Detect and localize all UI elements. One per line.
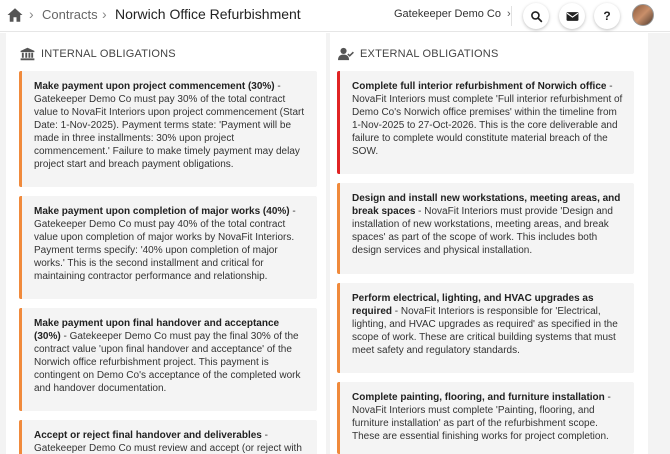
obligation-description: - Gatekeeper Demo Co must pay the final 30% of the contract value 'upon final handover and acceptance' of the Norwich office refurbishment project. This payment is contingent on Demo Co's acceptance of the completed work and handover documentation.: [34, 331, 301, 394]
external-obligation-card[interactable]: [337, 283, 634, 373]
obligation-description: - NovaFit Interiors is responsible for 'Electrical, lighting, and HVAC upgrades as required' as specified in the scope of work. These are critical building systems that must meet safety and regulatory standards.: [352, 306, 618, 356]
external-obligation-card[interactable]: [337, 382, 634, 454]
obligation-description: - Gatekeeper Demo Co must pay 30% of the total contract value to NovaFit Interiors upon project commencement (Start Date: 1-Nov-2025). Payment terms state: 'Payment will be made in three installments: 30% upon project commencement.' Failure to make timely payment may delay project start and breach payment obligations.: [34, 81, 305, 170]
mail-icon: [566, 11, 579, 22]
obligation-description: - Gatekeeper Demo Co must review and accept (or reject with: [34, 430, 302, 454]
internal-obligations-heading: [20, 47, 176, 61]
mail-button[interactable]: [559, 3, 585, 29]
obligation-title: Complete full interior refurbishment of Norwich office: [352, 81, 607, 92]
search-icon: [530, 10, 543, 23]
help-button[interactable]: [594, 3, 620, 29]
obligation-description: - NovaFit Interiors must complete 'Full interior refurbishment of Demo Co's Norwich office premises' within the timeline from 1-Nov-2025 to 27-Oct-2026. This is the core deliverable and failure to complete would constitute material breach of the SOW.: [352, 81, 623, 157]
internal-obligation-card[interactable]: [19, 420, 317, 454]
chevron-right-icon: ›: [507, 8, 511, 20]
user-check-icon: [338, 47, 354, 61]
obligation-description: - NovaFit Interiors must complete 'Painting, flooring, and furniture installation' as part of the refurbishment scope. These are essential finishing works for project completion.: [352, 392, 611, 442]
divider: [511, 6, 512, 26]
organization-name: Gatekeeper Demo Co: [394, 8, 501, 20]
obligation-description: - Gatekeeper Demo Co must pay 40% of the total contract value upon completion of major works by NovaFit Interiors. Payment terms specify: '40% upon completion of major works.' This is the second installment and critical for maintaining contractor performance and relationship.: [34, 206, 296, 282]
internal-obligation-card[interactable]: [19, 196, 317, 299]
obligation-title: Design and install new workstations, meeting areas, and break spaces: [352, 193, 621, 217]
obligation-title: Accept or reject final handover and deliverables: [34, 430, 262, 441]
internal-obligation-card[interactable]: [19, 71, 317, 187]
obligation-title: Perform electrical, lighting, and HVAC upgrades as required: [352, 293, 594, 317]
obligation-title: Make payment upon final handover and acceptance (30%): [34, 318, 280, 342]
external-obligation-card[interactable]: [337, 71, 634, 174]
breadcrumb-contracts-link[interactable]: Contracts: [42, 7, 98, 22]
external-obligations-title: EXTERNAL OBLIGATIONS: [360, 48, 499, 60]
home-icon[interactable]: [6, 6, 24, 24]
external-obligation-card[interactable]: [337, 183, 634, 274]
user-avatar[interactable]: [632, 4, 654, 26]
organization-switcher[interactable]: [394, 8, 511, 20]
breadcrumb-separator-icon: ›: [102, 6, 107, 22]
obligation-description: - NovaFit Interiors must provide 'Design and installation of new workstations, meeting areas, and break spaces' as part of the scope of work. This includes both design services and physical installation.: [352, 206, 613, 256]
obligation-title: Make payment upon project commencement (30%): [34, 81, 275, 92]
bank-icon: [20, 47, 35, 61]
top-bar: [0, 0, 670, 32]
obligation-title: Make payment upon completion of major works (40%): [34, 206, 290, 217]
internal-obligations-title: INTERNAL OBLIGATIONS: [41, 48, 176, 60]
internal-obligation-card[interactable]: [19, 308, 317, 411]
search-button[interactable]: [523, 3, 549, 29]
obligation-title: Complete painting, flooring, and furniture installation: [352, 392, 605, 403]
page-title: Norwich Office Refurbishment: [115, 6, 301, 22]
obligations-area: [0, 33, 670, 454]
breadcrumb-separator-icon: ›: [29, 6, 34, 22]
help-icon: ?: [603, 9, 611, 23]
external-obligations-heading: [338, 47, 498, 61]
